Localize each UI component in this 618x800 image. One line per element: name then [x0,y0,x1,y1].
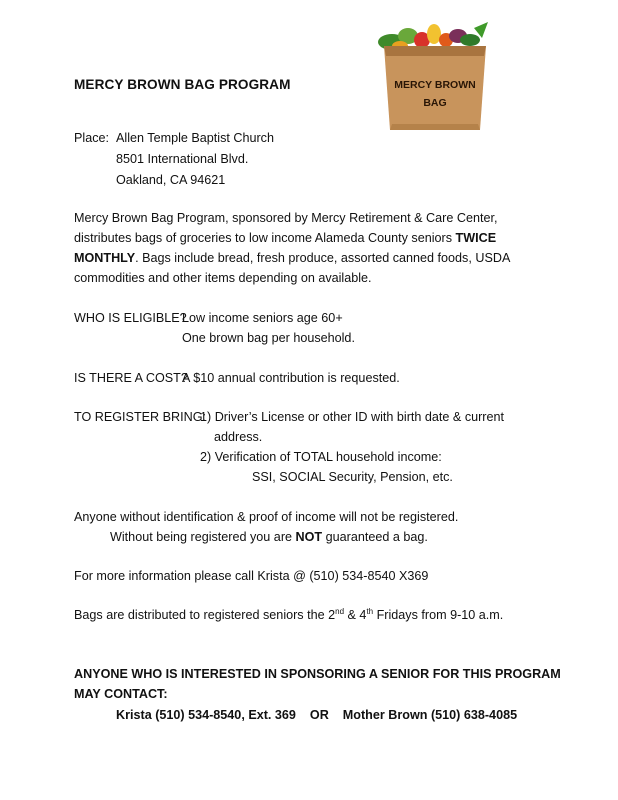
intro-line3 [74,248,510,268]
place-line1: Allen Temple Baptist Church [116,131,274,145]
register-item2-line2: SSI, SOCIAL Security, Pension, etc. [252,470,453,484]
place-label: Place: [74,131,110,145]
intro-line3-text: . Bags include bread, fresh produce, assorted canned foods, USDA [135,251,511,265]
info-text: For more information please call Krista @ (510) 534-8540 X369 [74,569,429,583]
distribution-pre: Bags are distributed to registered seniors the 2 [74,608,336,622]
distribution-sup2: th [366,606,374,616]
bag-label-line1: MERCY BROWN [394,79,476,91]
intro-monthly-emphasis: MONTHLY [74,251,136,265]
cost-text: A $10 annual contribution is requested. [182,371,400,385]
warning-line2 [110,527,428,547]
intro-line2 [74,228,496,248]
warning-line2-end: guaranteed a bag. [322,530,428,544]
warning-not-emphasis: NOT [295,530,323,544]
eligible-line2: One brown bag per household. [182,331,355,345]
intro-line1: Mercy Brown Bag Program, sponsored by Mercy Retirement & Care Center, [74,211,498,225]
grocery-bag-icon [370,22,500,132]
register-label: TO REGISTER BRING: [74,410,207,424]
sponsor-line1: ANYONE WHO IS INTERESTED IN SPONSORING A SENIOR FOR THIS PROGRAM [74,667,561,681]
eligible-label: WHO IS ELIGIBLE? [74,311,187,325]
warning-line2-text: Without being registered you are [110,530,296,544]
bag-label-line2: BAG [423,97,447,109]
intro-line2-text: distributes bags of groceries to low income Alameda County seniors [74,231,456,245]
distribution-sup1: nd [335,606,345,616]
distribution-post: Fridays from 9-10 a.m. [373,608,504,622]
eligible-line1: Low income seniors age 60+ [182,311,343,325]
place-line2: 8501 International Blvd. [116,152,249,166]
distribution-text [74,605,503,625]
register-item1-line1: 1) Driver’s License or other ID with birth date & current [200,410,505,424]
grocery-bag-image [370,22,500,132]
intro-line4: commodities and other items depending on available. [74,271,372,285]
warning-line1: Anyone without identification & proof of income will not be registered. [74,510,459,524]
sponsor-contact: Krista (510) 534-8540, Ext. 369 OR Mother Brown (510) 638-4085 [116,708,518,722]
page-title: MERCY BROWN BAG PROGRAM [74,77,291,92]
register-item2-line1: 2) Verification of TOTAL household income: [200,450,442,464]
intro-twice-emphasis: TWICE [455,231,497,245]
place-line3: Oakland, CA 94621 [116,173,226,187]
distribution-mid: & 4 [344,608,367,622]
cost-label: IS THERE A COST? [74,371,188,385]
register-item1-line2: address. [214,430,263,444]
sponsor-line2: MAY CONTACT: [74,687,168,701]
